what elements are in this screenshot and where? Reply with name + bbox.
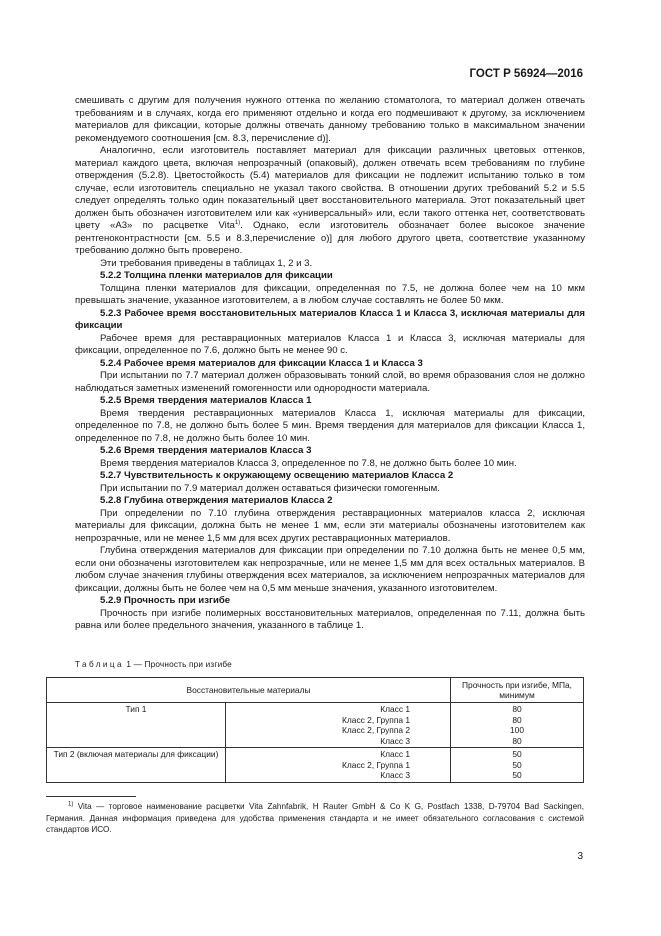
table-header-row [47,678,584,703]
class-label: Класс 2, Группа 2 [342,725,410,735]
section-heading-5-2-6: 5.2.6 Время твердения материалов Класса 3 [100,445,312,456]
strength-value: 50 [512,759,522,770]
paragraph: Время твердения реставрационных материалов Класса 1, исключая материалы для фиксации, определенное по 7.8, не должно быть более 5 мин. Время твердения для материалов для фиксации Класса 1, определенное по 7.8, не должно быть более 10 мин. [75,407,585,444]
class-label: Класс 2, Группа 1 [342,759,410,770]
footnote-divider [46,796,136,797]
paragraph: При испытании по 7.9 материал должен оставаться физически гомогенным. [100,482,440,494]
footnote-ref: 1) [234,219,241,226]
type-1-classes [226,703,451,748]
paragraph: При испытании по 7.7 материал должен образовывать тонкий слой, во время образования слоя не должно наблюдаться заметных изменений гомогенности или однородности материала. [75,370,585,394]
page-number: 3 [577,851,583,862]
class-label: Класс 3 [380,735,410,746]
paragraph-part: . Однако, если изготовитель обозначает более высокое значение рентгеноконтрастности [см. 5.5 и 8.3,перечисление o)] для любого другого цвета, соответствие указанному требованию должно быть проверено. [75,220,585,256]
table-header-strength: Прочность при изгибе, МПа, минимум [451,678,584,703]
section-heading-5-2-3: 5.2.3 Рабочее время восстановительных материалов Класса 1 и Класса 3, исключая материалы для фиксации [75,307,585,331]
paragraph: При определении по 7.10 глубина отверждения реставрационных материалов класса 2, исключая материалы для фиксации, должна быть не менее 1 мм, если эти материалы обозначены изготовителем как непрозрачные, или не менее 1,5 мм для всех других реставрационных материалов. [75,507,585,544]
type-2-values [451,748,584,783]
class-label: Класс 3 [380,770,410,780]
section-heading-5-2-4: 5.2.4 Рабочее время материалов для фиксации Класса 1 и Класса 3 [100,357,423,369]
strength-value: 100 [510,725,524,735]
paragraph: Прочность при изгибе полимерных восстановительных материалов, определенная по 7.11, должна быть равна или более предельного значения, указанного в таблице 1. [75,607,585,631]
paragraph: Время твердения материалов Класса 3, определенное по 7.8, не должно быть более 10 мин. [100,457,517,469]
section-heading-5-2-7: 5.2.7 Чувствительность к окружающему освещению материалов Класса 2 [100,470,454,481]
class-label: Класс 2, Группа 1 [342,714,410,725]
body-text [75,95,585,633]
table-caption-word: Таблица [75,660,124,669]
footnote [46,801,584,836]
table-row [47,748,584,783]
class-label: Класс 1 [380,749,410,759]
paragraph: смешивать с другим для получения нужного оттенка по желанию стоматолога, то материал должен отвечать требованиям и в случаях, когда его применяют отдельно и когда его подмешивают к другому, за исключением материалов для фиксации, которые должны отвечать данному требованию только в максимальном значении рекомендуемого соотношения [см. 8.3, перечисление d)]. [75,95,585,144]
table-header-material: Восстановительные материалы [47,678,451,703]
table-caption [75,660,232,669]
footnote-text: Vita — торговое наименование расцветки Vita Zahnfabrik, H Rauter GmbH & Co K G, Postfach 1338, D-79704 Bad Sackingen, Германия. Данная информация приведена для удобства применения стандарта и не имеет обязательного согласования с системой стандартов ИСО. [46,802,584,834]
table-row [47,703,584,748]
strength-value: 80 [512,714,522,725]
flexural-strength-table [46,677,584,783]
type-1-values [451,703,584,748]
paragraph: Толщина пленки материалов для фиксации, определенная по 7.5, не должна более чем на 10 мкм превышать значение, указанное изготовителем, а в любом случае составлять не более 50 мкм. [75,282,585,306]
type-2-cell: Тип 2 (включая материалы для фиксации) [47,748,226,783]
section-heading-5-2-9: 5.2.9 Прочность при изгибе [100,595,231,606]
section-heading-5-2-5: 5.2.5 Время твердения материалов Класса 1 [100,395,312,406]
type-2-classes [226,748,451,783]
strength-value: 80 [512,704,522,714]
section-heading-5-2-2: 5.2.2 Толщина пленки материалов для фиксации [100,270,333,281]
paragraph: Рабочее время для реставрационных материалов Класса 1 и Класса 3, исключая материалы для фиксации, определенное по 7.6, должно быть не менее 90 с. [75,332,585,356]
table-caption-text: 1 — Прочность при изгибе [126,660,232,669]
type-1-cell: Тип 1 [47,703,226,748]
strength-value: 50 [512,770,522,780]
class-label: Класс 1 [380,704,410,714]
paragraph-part: Аналогично, если изготовитель поставляет материал для фиксации различных цветовых оттенков, материал каждого цвета, включая непрозрачный (опаковый), должен отвечать всем требованиям по глубине отверждения (5.2.8). Цветостойкость (5.4) материалов для фиксации не подлежит испытанию только в том случае, если изготовитель специально не указал такого свойства. В отношении других требований 5.2 и 5.5 следует определять только один показательный цвет восстановительного материала. Этот показательный цвет должен быть обозначен изготовителем или как «универсальный» или, если такого оттенка нет, соответствовать цвету «A3» по расцветке Vita [75,145,585,231]
strength-value: 50 [512,749,522,759]
paragraph [75,145,585,258]
footnote-marker: 1) [68,801,74,808]
paragraph: Глубина отверждения материалов для фиксации при определении по 7.10 должна быть не менее 0,5 мм, если они обозначены изготовителем как непрозрачные, или не менее 1,5 мм для всех остальных материалов. В любом случае значения глубины отверждения всех материалов, за исключением непрозрачных материалов для фиксации, должны быть не более чем на 0,5 мм меньше значения, указанного изготовителем. [75,545,585,594]
section-heading-5-2-8: 5.2.8 Глубина отверждения материалов Класса 2 [100,495,333,506]
paragraph: Эти требования приведены в таблицах 1, 2 и 3. [100,257,313,269]
document-number: ГОСТ Р 56924—2016 [469,68,583,80]
strength-value: 80 [512,735,522,746]
